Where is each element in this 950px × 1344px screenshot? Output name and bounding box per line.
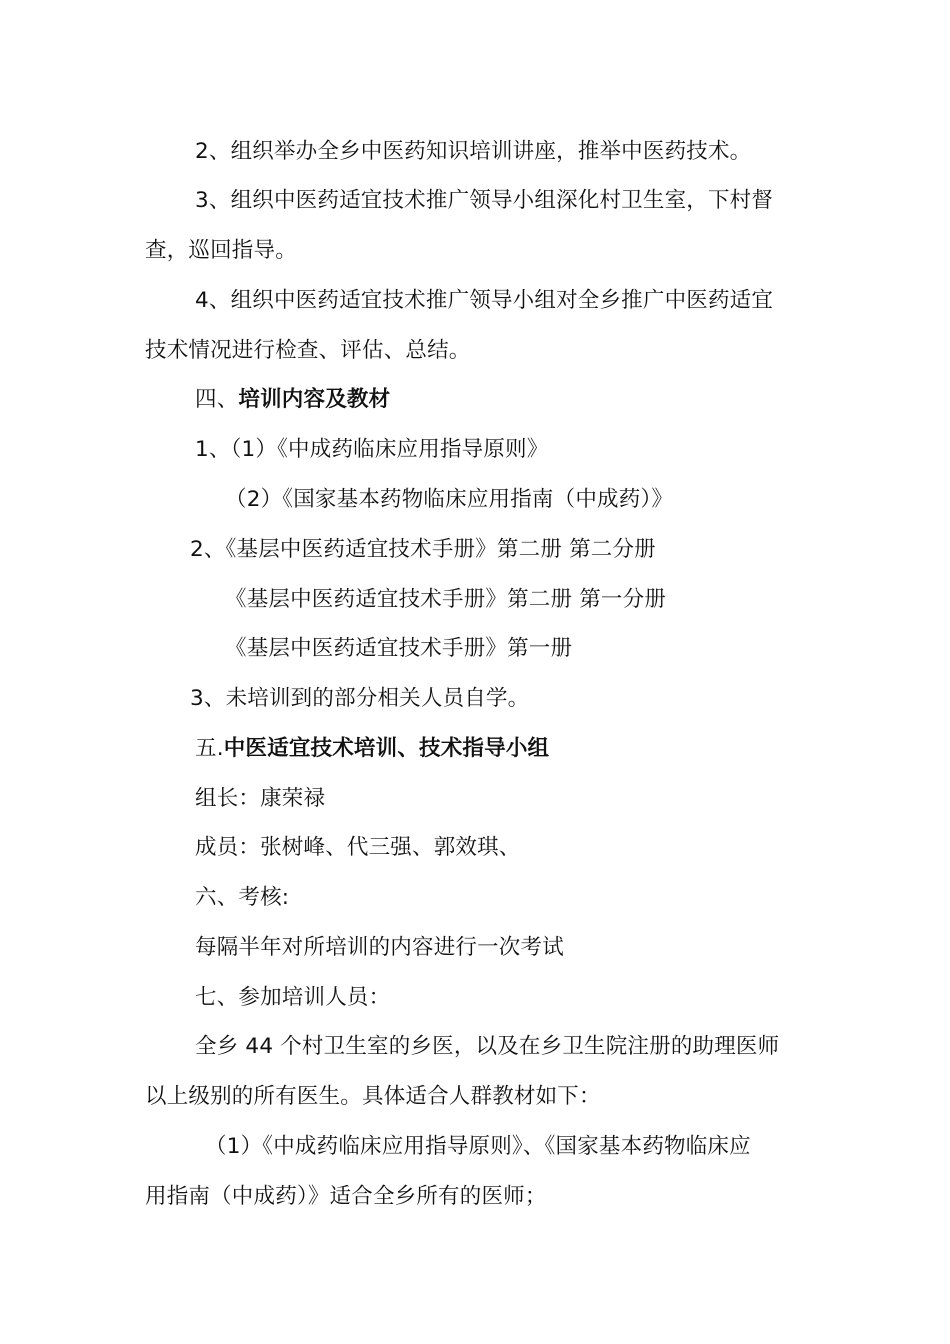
item-3-line-2: 查，巡回指导。 (145, 238, 297, 263)
material-1-1: 1、（1）《中成药临床应用指导原则》 (195, 437, 549, 462)
item-4-line-1: 4、组织中医药适宜技术推广领导小组对全乡推广中医药适宜 (195, 288, 774, 313)
section-4-title: 培训内容及教材 (238, 387, 391, 412)
material-2-line-2: 《基层中医药适宜技术手册》第二册 第一分册 (225, 587, 667, 612)
section-4-heading (195, 385, 390, 415)
section-6-heading: 六、考核: (195, 885, 290, 910)
material-2-line-3: 《基层中医药适宜技术手册》第一册 (225, 636, 573, 661)
material-2-line-1: 2、《基层中医药适宜技术手册》第二册 第二分册 (190, 537, 656, 562)
participants-line-1: 全乡 44 个村卫生室的乡医，以及在乡卫生院注册的助理医师 (195, 1034, 780, 1059)
section-7-heading: 七、参加培训人员： (195, 985, 391, 1010)
material-1-2: （2）《国家基本药物临床应用指南（中成药）》 (225, 487, 674, 512)
section-5-heading (195, 734, 549, 764)
item-3-line-1: 3、组织中医药适宜技术推广领导小组深化村卫生室，下村督 (195, 188, 774, 213)
audience-line-1: （1）《中成药临床应用指导原则》、《国家基本药物临床应 (205, 1134, 751, 1159)
assessment-text: 每隔半年对所培训的内容进行一次考试 (195, 935, 564, 960)
section-5-title: 中医适宜技术培训、技术指导小组 (223, 736, 550, 761)
group-members: 成员：张树峰、代三强、郭效琪、 (195, 835, 521, 860)
material-3-self-study: 3、未培训到的部分相关人员自学。 (190, 686, 530, 711)
group-leader: 组长：康荣禄 (195, 786, 326, 811)
audience-line-2: 用指南（中成药）》适合全乡所有的医师； (145, 1184, 547, 1209)
section-5-number: 五. (195, 736, 224, 761)
participants-line-2: 以上级别的所有医生。具体适合人群教材如下： (145, 1084, 601, 1109)
section-4-number: 四、 (195, 387, 239, 412)
item-2-organize-lectures: 2、组织举办全乡中医药知识培训讲座，推举中医药技术。 (195, 139, 752, 164)
item-4-line-2: 技术情况进行检查、评估、总结。 (145, 338, 471, 363)
